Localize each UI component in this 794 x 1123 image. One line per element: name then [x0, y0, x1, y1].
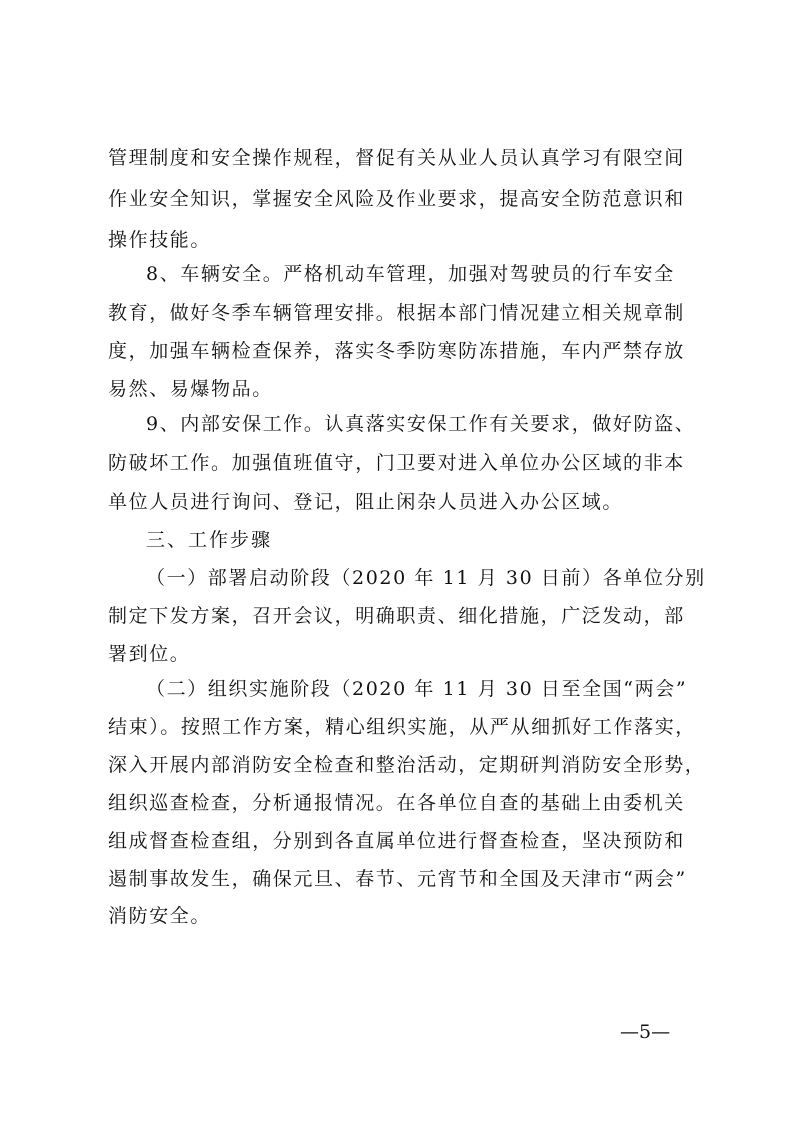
paragraph-line: （二）组织实施阶段（2020 年 11 月 30 日至全国“两会” [146, 678, 688, 700]
paragraph-line: 深入开展内部消防安全检查和整治活动，定期研判消防安全形势， [108, 754, 706, 776]
paragraph-line: （一）部署启动阶段（2020 年 11 月 30 日前）各单位分别 [146, 567, 706, 589]
paragraph-line: 防破坏工作。加强值班值守，门卫要对进入单位办公区域的非本 [108, 452, 685, 474]
paragraph-line: 8、车辆安全。严格机动车管理，加强对驾驶员的行车安全 [146, 263, 675, 285]
paragraph-line: 作业安全知识，掌握安全风险及作业要求，提高安全防范意识和 [108, 188, 685, 210]
paragraph-line: 组成督查检查组，分别到各直属单位进行督查检查，坚决预防和 [108, 830, 685, 852]
paragraph-line: 单位人员进行询问、登记，阻止闲杂人员进入办公区域。 [108, 491, 624, 513]
paragraph-line: 度，加强车辆检查保养，落实冬季防寒防冻措施，车内严禁存放 [108, 340, 685, 362]
paragraph-line: 消防安全。 [108, 905, 212, 927]
paragraph-line: 署到位。 [108, 643, 191, 665]
paragraph-line: 结束）。按照工作方案，精心组织实施，从严从细抓好工作落实， [108, 716, 696, 738]
section-heading: 三、工作步骤 [146, 529, 273, 551]
paragraph-line: 遏制事故发生，确保元旦、春节、元宵节和全国及天津市“两会” [108, 868, 687, 890]
paragraph-line: 组织巡查检查，分析通报情况。在各单位自查的基础上由委机关 [108, 792, 685, 814]
paragraph-line: 操作技能。 [108, 229, 212, 251]
paragraph-line: 教育，做好冬季车辆管理安排。根据本部门情况建立相关规章制 [108, 302, 685, 324]
paragraph-line: 管理制度和安全操作规程，督促有关从业人员认真学习有限空间 [108, 147, 685, 169]
paragraph-line: 制定下发方案，召开会议，明确职责、细化措施，广泛发动，部 [108, 605, 685, 627]
paragraph-line: 易然、易爆物品。 [108, 378, 273, 400]
paragraph-line: 9、内部安保工作。认真落实安保工作有关要求，做好防盗、 [146, 413, 696, 435]
page-number: —5— [620, 1021, 671, 1043]
